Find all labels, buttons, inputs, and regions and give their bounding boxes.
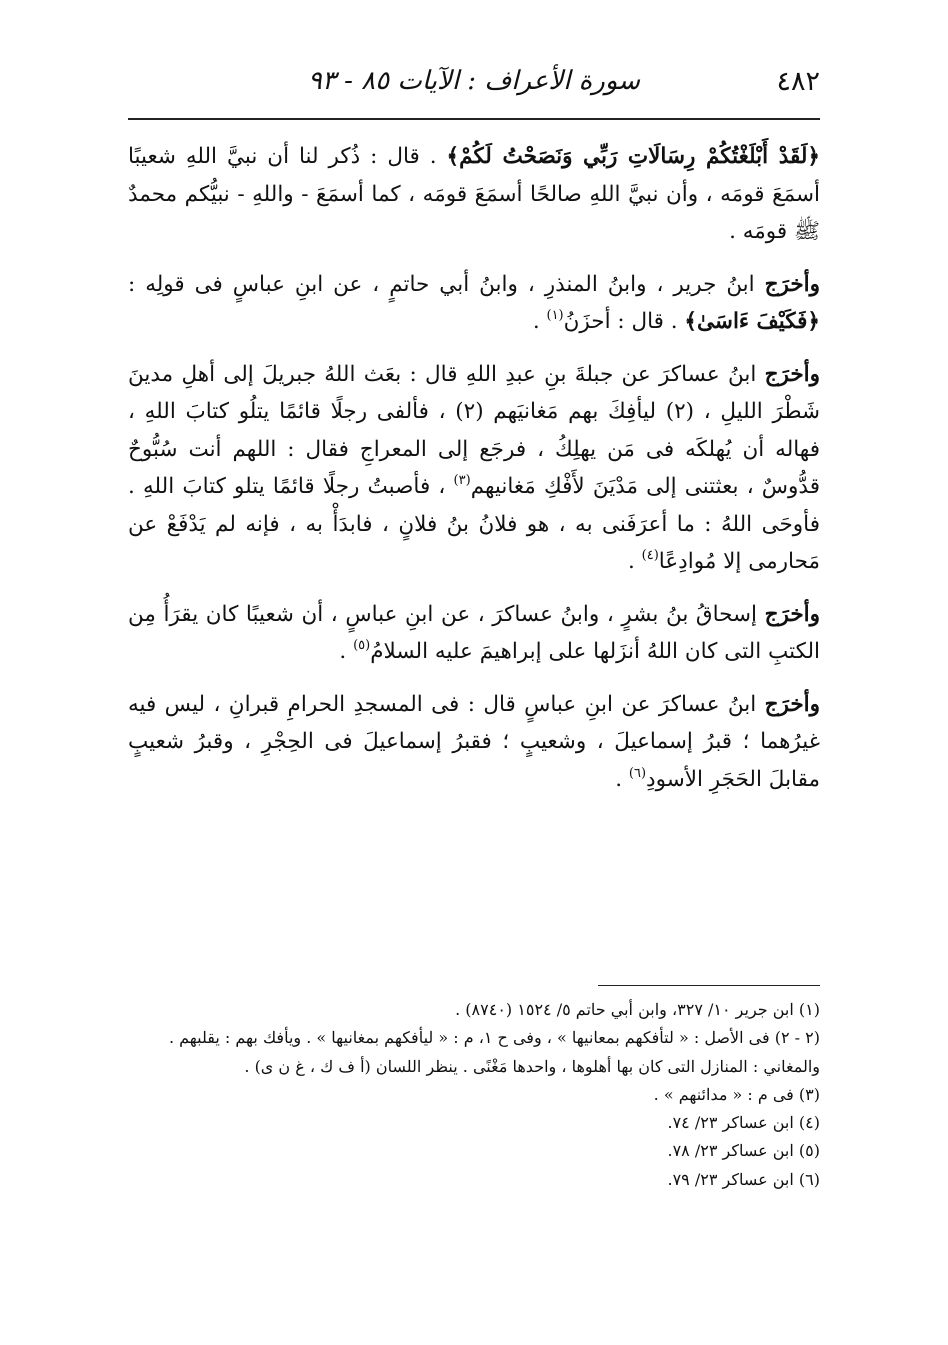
paragraph-5 xyxy=(128,686,820,799)
footnote-ref: (١) xyxy=(546,308,564,323)
paragraph-tail: . xyxy=(627,549,642,574)
quran-verse: ﴿فَكَيْفَ ءَاسَىٰ﴾ xyxy=(684,309,820,334)
footnote-ref: (٤) xyxy=(641,548,659,563)
footnote-ref: (٥) xyxy=(353,638,371,653)
paragraph-text: ابنُ عساكرَ عن جبلةَ بنِ عبدِ اللهِ قال : بعَث اللهُ جبريلَ إلى أهلِ مدينَ شَطْرَ الليلِ ، (٢) ليأفِكَ بهم مَغانيَهم (٢) ، فألفى رجلًا قائمًا يتلُو كتابَ اللهِ ، فهاله أن يُهلكَه فى مَن يهلِكُ ، فرجَع إلى المعراجِ فقال : اللهم أنت سُبُّوحٌ قدُّوسٌ ، بعثتنى إلى مَدْيَنَ لأَفْكِ مَغانيهم xyxy=(128,361,820,499)
footnote-2-continued: والمغاني : المنازل التى كان بها أهلوها ، واحدها مَغْنًى . ينظر اللسان (أ ف ك ، غ ن ى) . xyxy=(244,1056,820,1076)
paragraph-lead: وأخرَج xyxy=(764,361,820,387)
footnote-2: (٢ - ٢) فى الأصل : « لتأفكهم بمعانيها » ، وفى ح ١، م : « ليأفكهم بمغانيها » . ويأفك بهم : يقلبهم . xyxy=(168,1028,820,1048)
paragraph-2 xyxy=(128,266,820,341)
page-header xyxy=(128,58,820,108)
paragraph-4 xyxy=(128,596,820,671)
paragraph-tail: . xyxy=(339,639,354,664)
paragraph-text: . قال : ذُكر لنا أن نبيَّ اللهِ شعيبًا أسمَعَ قومَه ، وأن نبيَّ اللهِ صالحًا أسمَعَ قومَه ، كما أسمَعَ - واللهِ - نبيُّكم محمدٌ ﷺ قومَه . xyxy=(128,144,820,244)
paragraph-lead: وأخرَج xyxy=(764,271,820,297)
paragraph-text: إسحاقُ بنُ بشرٍ ، وابنُ عساكرَ ، عن ابنِ عباسٍ ، أن شعيبًا كان يقرَأُ مِن الكتبِ التى كان اللهُ أنزَلها على إبراهيمَ عليه السلامُ xyxy=(128,601,820,664)
paragraph-lead: وأخرَج xyxy=(764,601,820,627)
quran-verse: ﴿لَقَدْ أَبْلَغْتُكُمْ رِسَالَاتِ رَبِّي وَنَصَحْتُ لَكُمْ﴾ xyxy=(446,144,820,169)
paragraph-1 xyxy=(128,138,820,251)
paragraph-lead: وأخرَج xyxy=(764,691,820,717)
footnote-1: (١) ابن جرير ١٠/ ٣٢٧، وابن أبي حاتم ٥/ ١٥٢٤ (٨٧٤٠) . xyxy=(455,1000,820,1019)
footnotes xyxy=(128,996,820,1194)
running-title: سورة الأعراف : الآيات ٨٥ - ٩٣ xyxy=(307,66,641,96)
paragraph-tail: . xyxy=(532,309,547,334)
footnote-5: (٥) ابن عساكر ٢٣/ ٧٨. xyxy=(667,1141,820,1161)
footnote-3: (٣) فى م : « مدائنهم » . xyxy=(653,1084,820,1104)
footnote-4: (٤) ابن عساكر ٢٣/ ٧٤. xyxy=(667,1113,820,1133)
main-text xyxy=(128,138,820,813)
paragraph-text: ابنُ جرير ، وابنُ المنذرِ ، وابنُ أبي حاتمٍ ، عن ابنِ عباسٍ فى قولِه : xyxy=(128,271,765,297)
footnote-6: (٦) ابن عساكر ٢٣/ ٧٩. xyxy=(667,1169,820,1189)
paragraph-text: ابنُ عساكرَ عن ابنِ عباسٍ قال : فى المسجدِ الحرامِ قبرانِ ، ليس فيه غيرُهما ؛ قبرُ إسماعيلَ ، وشعيبٍ ؛ فقبرُ إسماعيلَ فى الحِجْرِ ، وقبرُ شعيبٍ مقابلَ الحَجَرِ الأسودِ xyxy=(128,691,820,792)
footnote-ref: (٦) xyxy=(628,765,647,781)
footnote-divider xyxy=(598,985,820,986)
header-divider xyxy=(128,118,820,120)
paragraph-3 xyxy=(128,356,820,581)
paragraph-text-continued: ، فأصبتُ رجلًا قائمًا يتلو كتابَ اللهِ . فأوحَى اللهُ : ما أعرَفَنى به ، هو فلانُ بنُ فلانٍ ، فابدَأْ به ، فإنه لم يَدْفَعْ عن مَحارمى إلا مُوادِعًا xyxy=(128,474,820,574)
paragraph-text-continued: . قال : أحزَنُ xyxy=(563,309,685,334)
footnote-ref: (٣) xyxy=(453,473,471,488)
page-number: ٤٨٢ xyxy=(776,66,820,97)
paragraph-tail: . xyxy=(615,766,629,792)
